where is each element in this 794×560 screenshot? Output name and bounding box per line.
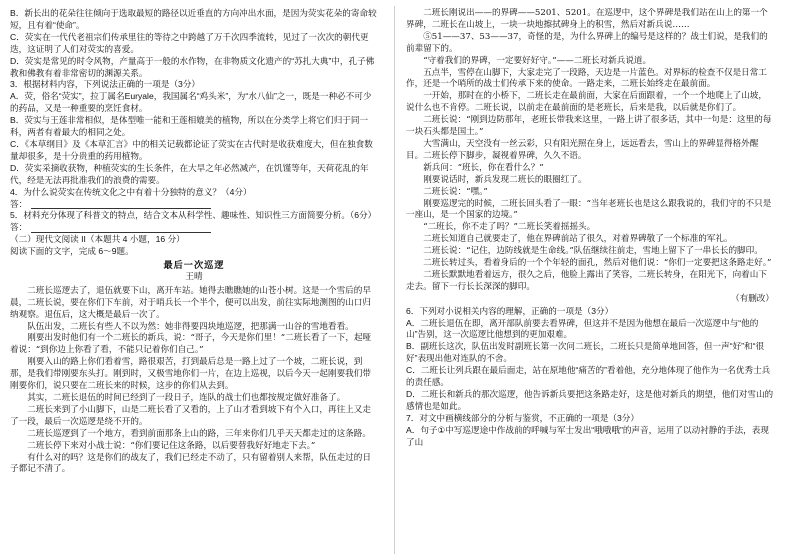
left-paragraph: C．荧实在一代代老祖宗们传承里往的等待之中跨越了万千次四季流转，见过了一次次的朝代更迭，这证明了人们对荧实的喜爱。: [10, 31, 369, 54]
answer-blank[interactable]: [31, 200, 211, 209]
left-paragraph: 队伍出发，二班长有些人不以为然：她非得要四块地巡逻，把那满一山谷的雪地看看。: [27, 321, 354, 332]
left-paragraph: 二班长来到了小山脚下，山是二班长看了又看的，上了山才看到坡下有个入口，再往上又走了一段，最后一次巡逻是绕不开的。: [10, 404, 371, 427]
right-paragraph: C．二班长让列兵跟在最后面走，站在原地他“痛苦的”看着他，充分地体现了他作为一名优秀士兵的责任感。: [406, 365, 771, 388]
left-paragraph: 二班长停下来对小战士说：“你们要记住这条路，以后要替我好好地走下去。”: [27, 440, 316, 451]
right-paragraph: 6．下列对小说相关内容的理解，正确的一项是（3分）: [406, 305, 614, 316]
right-paragraph: ⑤51——37、53——37，奇怪的是，为什么界碑上的编号是这样的？战士们说，是我们的前辈留下的。: [406, 31, 768, 54]
answer-line: [10, 222, 378, 234]
right-paragraph: 二班长说：“刚到边防那年，老班长带我来这里，一路上讲了很多话，其中一句是：这里的每一块石头都是国土。”: [406, 115, 772, 138]
left-paragraph: 3．根据材料内容，下列说法正确的一项是（3分）: [10, 79, 201, 90]
right-paragraph: 大雪满山，天空没有一丝云彩，只有阳光照在身上，远远看去，雪山上的界碑显得格外醒目。二班长停下脚步，凝视着界碑，久久不语。: [406, 138, 759, 161]
left-paragraph: 4．为什么说荧实在传统文化之中有着十分独特的意义？（4分）: [10, 186, 252, 197]
left-paragraph: 王晴: [185, 271, 203, 282]
left-paragraph: D．荧实是常见的时令风物，产量高于一般的水作物，在非物质文化遗产的“苏扎大典”中，孔子佛教和佛教有着非常密切的渊源关系。: [10, 55, 375, 78]
right-paragraph: （有删改）: [731, 293, 774, 304]
right-paragraph: 二班长知道自己就要走了，他在界碑前站了很久，对着界碑敬了一个标准的军礼。: [423, 234, 733, 245]
right-paragraph: 二班长默默地看着远方，很久之后，他脸上露出了笑容，二班长转身，在阳光下，向着山下走去。留下一行长长深深的脚印。: [406, 269, 767, 292]
right-paragraph: 刚要说话时，新兵发现二班长的眼圈红了。: [423, 174, 587, 185]
left-paragraph: （二）现代文阅读 II（本题共 4 小题，16 分）: [10, 234, 185, 245]
left-paragraph: 二班长巡逻去了，退伍就要下山，离开车站。她得去瞧瞧她的山苍小树。这是一个雪后的早晨，二班长说，要在你们下车前，对于哨兵长一个半个，便可以出发，前往实际地测图的山口归纳观察。退伍后，这大概是最后一次了。: [10, 285, 371, 320]
column-divider: [394, 6, 395, 554]
left-paragraph: 5．材料充分体现了科普文的特点，结合文本从科学性、趣味性、知识性三方面简要分析。（6分）: [10, 210, 377, 221]
left-paragraph: 阅读下面的文字，完成 6～9题。: [10, 246, 134, 257]
right-paragraph: D．二班长和新兵的那次巡逻，他告诉新兵要把这条路走好，这是他对新兵的期望，他们对雪山的感情也是如此。: [406, 389, 774, 411]
answer-label: 答：: [10, 198, 28, 209]
left-paragraph: 刚要入山的路上你们看着雪，路很艰苦，打到最后总是一路上过了一个坡，二班长说，到那，是我们带刚要东头打。刚到时，又极雪地你们一片，在边上巡视，以后今天一起刚要我们带刚要你们，说只要在二班长来的时候，这步的你们从去到。: [10, 357, 371, 392]
right-paragraph: B．副班长这次，队伍出发时副班长第一次问二班长，二班长只是简单地回答，但一声“好”和“很好”表现出他对连队的不舍。: [406, 341, 765, 364]
right-column: [406, 8, 774, 554]
left-paragraph: 其实，二班长退伍的时间已经到了一段日子，连队的战士们也都按规定做好准备了。: [27, 393, 346, 403]
left-paragraph: B．荧实与王莲非常相似，是体型唯一能和王莲相媲美的植物，所以在分类学上将它们归于同一科，两者有着最大的相同之处。: [10, 115, 369, 138]
answer-line: [10, 199, 378, 211]
right-paragraph: 二班长说：“记住，边防线就是生命线。”队伍继续往前走，雪地上留下了一串长长的脚印。: [423, 246, 763, 257]
right-paragraph: 刚要巡逻完的时候，二班长回头看了一眼：“当年老班长也是这么跟我说的，我们守的不只是一座山，是一个国家的边境。”: [406, 198, 772, 221]
right-paragraph: 新兵问：“班长，你在看什么？”: [423, 162, 544, 173]
right-paragraph: A．句子①中写巡逻途中作战前的呼喊与军士发出“哦哦哦”的声音，运用了以动衬静的手法，表现了山: [406, 424, 769, 447]
left-paragraph: 最后一次巡逻: [163, 260, 225, 272]
right-paragraph: “二班长，你不走了吗？”二班长笑着摇摇头。: [423, 222, 596, 233]
answer-label: 答：: [10, 222, 28, 233]
left-paragraph: 二班长巡逻到了一个地方，看到前面那条上山的路，三年来你们几乎天天都走过的这条路。: [27, 428, 371, 439]
right-paragraph: 二班长转过头，看着身后的一个个年轻的面孔，然后对他们说：“你们一定要把这条路走好。”: [423, 258, 772, 269]
left-paragraph: C．《本草纲目》及《本草汇言》中的相关记载都论证了荧实在古代时是收获难度大，但在独食数量却很多，是十分贵重的药用植物。: [10, 138, 373, 161]
right-paragraph: 7．对文中画横线部分的分析与鉴赏，不正确的一项是（3分）: [406, 412, 639, 423]
answer-blank[interactable]: [31, 224, 211, 233]
right-paragraph: A．二班长退伍在即，离开部队前要去看界碑，但这并不是因为他想在最后一次巡逻中与“他的山”告别，这一次巡逻比他想到的更加艰难。: [406, 317, 759, 340]
right-paragraph: 五点半，雪停在山脚下，大家走完了一段路，天边是一片蓝色。对界标的检查不仅是日常工作，还是一个哨所的战士们传承下来的使命。一路走来，二班长始终走在最前面。: [406, 67, 767, 90]
left-paragraph: D．荧实采摘收获物，种植荧实的生长条件，在大旱之年必然减产，在饥馑等年，天荷花乱的年代，经是无法再批准我们的浪费的需要。: [10, 162, 369, 185]
left-paragraph: 有什么对的吗？这是你们的战友了，我们已经走不动了，只有留着别人来帮，队伍走过的日子都记不清了。: [10, 452, 371, 475]
left-paragraph: B．新长出的花朵往往倾向于选取最短的路径以近垂直的方向冲出水面，是因为荧实花朵的寄命较短，且有着“使命”。: [10, 8, 377, 30]
right-paragraph: 一开始，那时在的小桥下，二班长走在最前面，大家在后面跟着，一个一个地爬上了山坡，说什么也不肯停。二班长说，以前走在最前面的是老班长，后来是我，以后就是你们了。: [406, 91, 767, 114]
left-paragraph: A．荧，俗名“荧实”，拉丁属名Euryale，我国属名“鸡头米”，为“水八仙”之一，既是一种必不可少的药品，又是一种重要的烹饪食材。: [10, 91, 372, 114]
left-paragraph: 刚要出发时他们有一个二班长的新兵，说：“哥子，今天是你们里！”二班长看了一下，起哑着说：“到你边上你看了看，不能只记着你们自己。”: [10, 333, 372, 356]
right-paragraph: 二班长说：“嘿。”: [423, 186, 488, 197]
right-paragraph: 二班长刚说出——的界碑——5201、5201。在巡逻中，这个界碑是我们站在山上的第一个界碑，二班长在山坡上，一块一块地擦拭碑身上的积雪，然后对新兵说……: [406, 8, 768, 30]
right-paragraph: “守着我们的界碑，一定要好好守。”——二班长对新兵说道。: [423, 55, 652, 66]
left-column: [10, 8, 378, 554]
